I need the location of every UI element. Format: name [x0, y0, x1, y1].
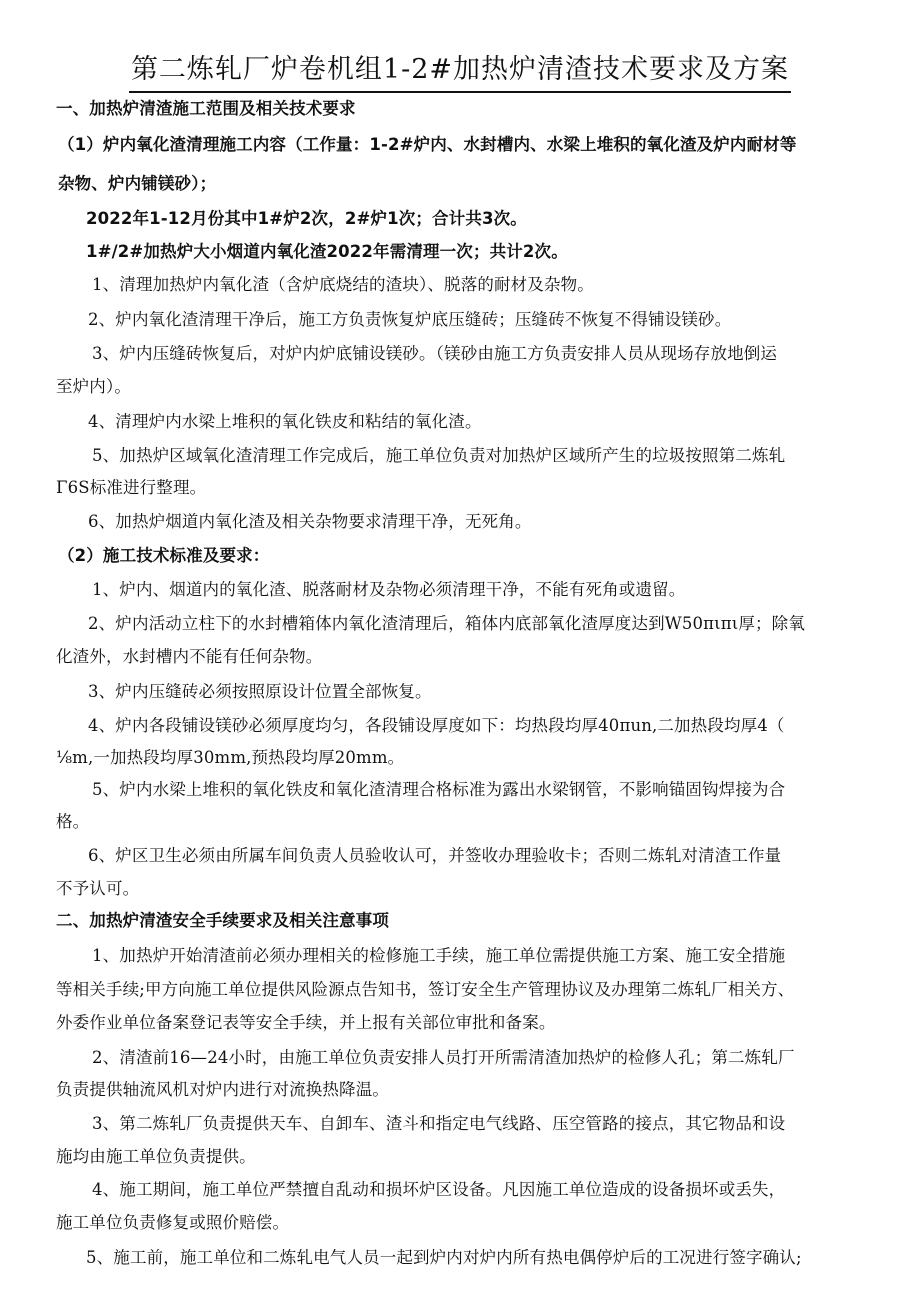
part-2-item-5-line-2: 格。 — [56, 812, 90, 831]
part-2-item-1: 1、炉内、烟道内的氧化渣、脱落耐材及杂物必须清理干净，不能有死角或遗留。 — [92, 580, 686, 599]
document-title — [0, 50, 920, 93]
section-2-item-1-line-1: 1、加热炉开始清渣前必须办理相关的检修施工手续，施工单位需提供施工方案、施工安全措施 — [92, 946, 786, 965]
section-1-heading: 一、加热炉清渣施工范围及相关技术要求 — [56, 99, 356, 118]
part-1-item-5-line-2: Γ6S标准进行整理。 — [56, 478, 207, 497]
part-1-heading-line-1: （1）炉内氧化渣清理施工内容（工作量：1-2#炉内、水封槽内、水梁上堆积的氧化渣及炉内耐材等 — [58, 135, 797, 154]
part-2-item-6-line-2: 不予认可。 — [56, 879, 140, 898]
part-1-heading-line-2: 杂物、炉内铺镁砂）； — [58, 174, 217, 193]
part-2-item-4-line-1: 4、炉内各段铺设镁砂必须厚度均匀，各段铺设厚度如下：均热段均厚40πun,二加热段均厚4（ — [88, 716, 785, 735]
section-2-item-1-line-2: 等相关手续;甲方向施工单位提供风险源点告知书，签订安全生产管理协议及办理第二炼轧厂相关方、 — [56, 980, 795, 999]
part-1-item-5-line-1: 5、加热炉区域氧化渣清理工作完成后，施工单位负责对加热炉区域所产生的垃圾按照第二炼轧 — [92, 446, 786, 465]
part-2-item-2-line-2: 化渣外，水封槽内不能有任何杂物。 — [56, 647, 323, 666]
section-2-item-2-line-2: 负责提供轴流风机对炉内进行对流换热降温。 — [56, 1080, 389, 1099]
part-1-item-4: 4、清理炉内水梁上堆积的氧化铁皮和粘结的氧化渣。 — [88, 412, 482, 431]
part-1-item-1: 1、清理加热炉内氧化渣（含炉底烧结的渣块）、脱落的耐材及杂物。 — [92, 275, 594, 294]
section-2-item-2-line-1: 2、清渣前16—24小时，由施工单位负责安排人员打开所需清渣加热炉的检修人孔；第二炼轧厂 — [92, 1048, 795, 1067]
part-2-heading: （2）施工技术标准及要求： — [58, 546, 270, 565]
section-2-heading: 二、加热炉清渣安全手续要求及相关注意事项 — [56, 911, 389, 930]
part-2-item-6-line-1: 6、炉区卫生必须由所属车间负责人员验收认可，并签收办理验收卡；否则二炼轧对清渣工作量 — [88, 846, 782, 865]
section-2-item-4-line-1: 4、施工期间，施工单位严禁擅自乱动和损坏炉区设备。凡因施工单位造成的设备损坏或丢失， — [92, 1180, 786, 1199]
part-1-item-3-line-2: 至炉内）。 — [56, 377, 131, 396]
part-2-item-2-line-1: 2、炉内活动立柱下的水封槽箱体内氧化渣清理后，箱体内底部氧化渣厚度达到W50πιπι厚；除氧 — [88, 614, 805, 633]
part-1-item-3-line-1: 3、炉内压缝砖恢复后，对炉内炉底铺设镁砂。（镁砂由施工方负责安排人员从现场存放地倒运 — [92, 344, 778, 363]
section-2-item-4-line-2: 施工单位负责修复或照价赔偿。 — [56, 1213, 290, 1232]
part-1-item-6: 6、加热炉烟道内氧化渣及相关杂物要求清理干净，无死角。 — [88, 512, 532, 531]
part-2-item-5-line-1: 5、炉内水梁上堆积的氧化铁皮和氧化渣清理合格标准为露出水梁钢管，不影响锚固钩焊接为合 — [92, 780, 786, 799]
document-title-text: 第二炼轧厂炉卷机组1-2#加热炉清渣技术要求及方案 — [129, 50, 791, 93]
section-2-item-1-line-3: 外委作业单位备案登记表等安全手续，并上报有关部位审批和备案。 — [56, 1013, 556, 1032]
part-2-item-3: 3、炉内压缝砖必须按照原设计位置全部恢复。 — [88, 682, 432, 701]
workload-line-1: 2022年1-12月份其中1#炉2次，2#炉1次；合计共3次。 — [86, 209, 527, 228]
section-2-item-3-line-2: 施均由施工单位负责提供。 — [56, 1147, 256, 1166]
part-2-item-4-line-2: ⅛m,一加热段均厚30mm,预热段均厚20mm。 — [56, 748, 405, 767]
section-2-item-3-line-1: 3、第二炼轧厂负责提供天车、自卸车、渣斗和指定电气线路、压空管路的接点，其它物品和设 — [92, 1114, 786, 1133]
part-1-item-2: 2、炉内氧化渣清理干净后，施工方负责恢复炉底压缝砖；压缝砖不恢复不得铺设镁砂。 — [88, 310, 732, 329]
section-2-item-5: 5、施工前，施工单位和二炼轧电气人员一起到炉内对炉内所有热电偶停炉后的工况进行签字确认; — [86, 1248, 802, 1267]
workload-line-2: 1#/2#加热炉大小烟道内氧化渣2022年需清理一次；共计2次。 — [86, 242, 568, 261]
